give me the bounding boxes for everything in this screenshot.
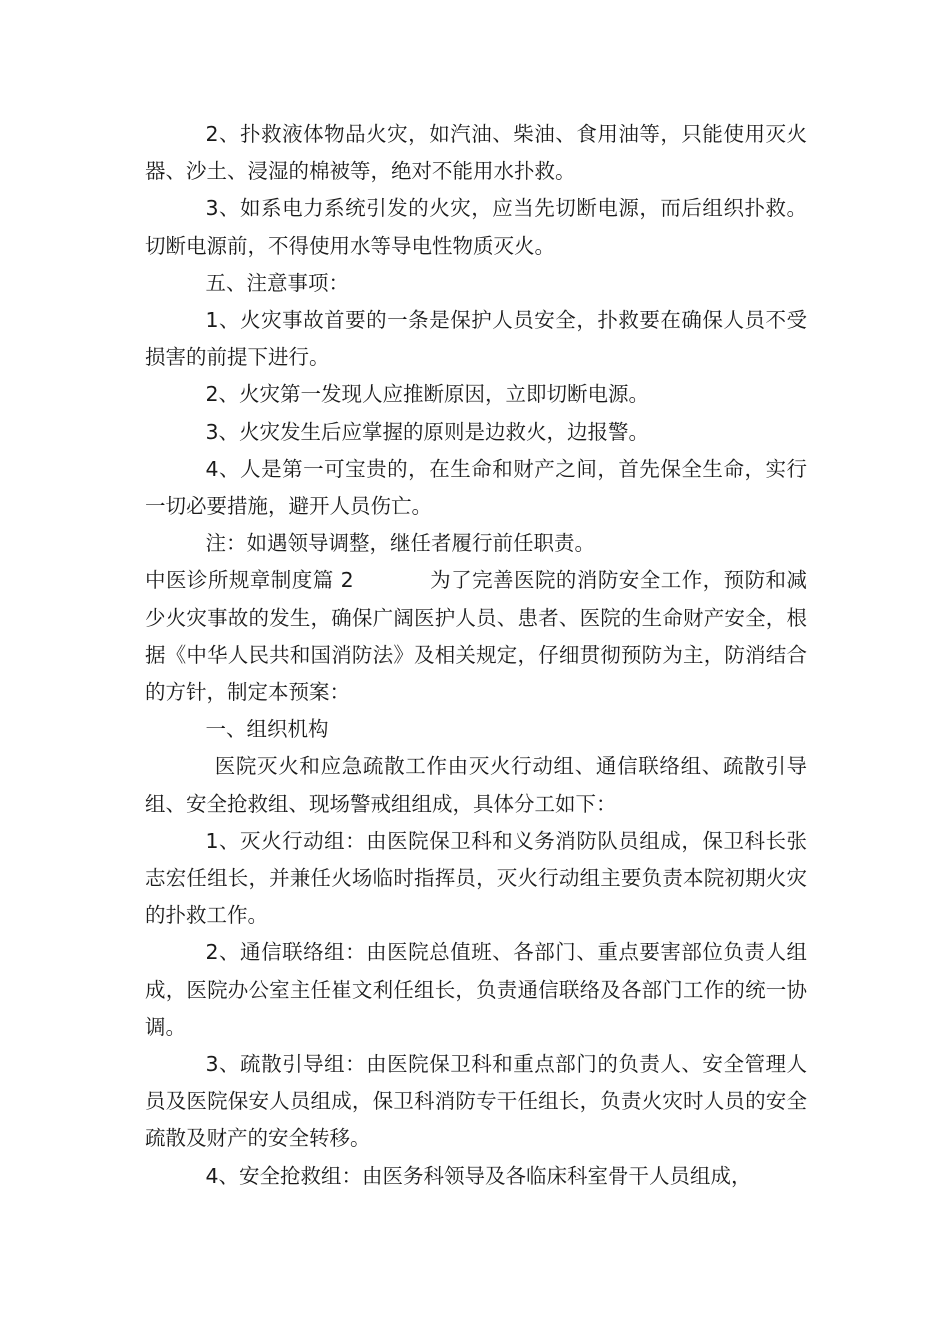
paragraph-precaution-4: 4、人是第一可宝贵的，在生命和财产之间，首先保全生命，实行一切必要措施，避开人员伤亡。 [145,456,807,519]
paragraph-evacuation-group: 3、疏散引导组：由医院保卫科和重点部门的负责人、安全管理人员及医院保安人员组成，保卫科消防专干任组长，负责火灾时人员的安全疏散及财产的安全转移。 [145,1052,807,1151]
section-intro-paragraph [145,562,807,711]
document-body [145,116,807,1195]
paragraph-precaution-2: 2、火灾第一发现人应推断原因，立即切断电源。 [205,382,650,407]
heading-precautions: 五、注意事项： [205,270,349,295]
section-intro-text: 为了完善医院的消防安全工作，预防和减少火灾事故的发生，确保广阔医护人员、患者、医院的生命财产安全，根据《中华人民共和国消防法》及相关规定，仔细贯彻预防为主，防消结合的方针，制定本预案： [145,568,808,705]
paragraph-electrical-fire: 3、如系电力系统引发的火灾，应当先切断电源，而后组织扑救。切断电源前，不得使用水等导电性物质灭火。 [145,196,807,258]
paragraph-precaution-3: 3、火灾发生后应掌握的原则是边救火，边报警。 [205,419,650,444]
paragraph-precaution-1: 1、火灾事故首要的一条是保护人员安全，扑救要在确保人员不受损害的前提下进行。 [145,308,807,370]
paragraph-communication-group: 2、通信联络组：由医院总值班、各部门、重点要害部位负责人组成，医院办公室主任崔文利任组长，负责通信联络及各部门工作的统一协调。 [145,940,807,1039]
paragraph-rescue-group: 4、安全抢救组：由医务科领导及各临床科室骨干人员组成， [205,1163,752,1188]
paragraph-organization-overview: 医院灭火和应急疏散工作由灭火行动组、通信联络组、疏散引导组、安全抢救组、现场警戒组组成，具体分工如下： [145,754,807,816]
paragraph-note: 注：如遇领导调整，继任者履行前任职责。 [205,531,595,556]
paragraph-firefighting-group: 1、灭火行动组：由医院保卫科和义务消防队员组成，保卫科长张志宏任组长，并兼任火场临时指挥员，灭火行动组主要负责本院初期火灾的扑救工作。 [145,828,807,928]
paragraph-liquid-fire: 2、扑救液体物品火灾，如汽油、柴油、食用油等，只能使用灭火器、沙土、浸湿的棉被等，绝对不能用水扑救。 [145,122,807,184]
heading-organization: 一、组织机构 [205,717,329,742]
section-title: 中医诊所规章制度篇 2 [145,568,354,593]
